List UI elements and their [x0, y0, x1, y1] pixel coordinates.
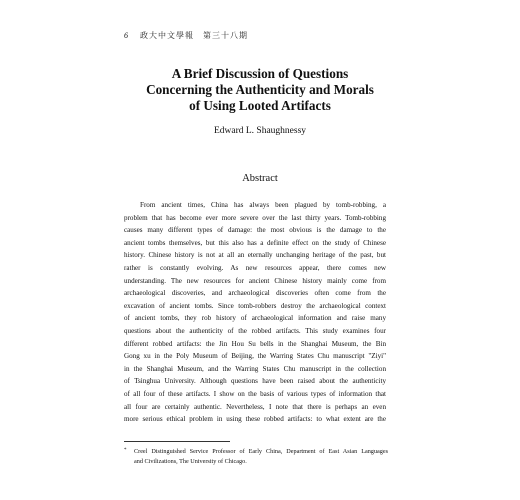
footnote — [124, 447, 388, 468]
article-title — [0, 66, 520, 114]
abstract-line: of ancient tombs, they rob history of archaeological information and raise many — [124, 314, 386, 323]
footnote-mark: * — [124, 448, 127, 453]
abstract-line: history. Chinese history is not at all an eternally unchanging heritage of the past, but — [124, 251, 386, 260]
footnote-divider — [124, 441, 230, 442]
abstract-heading: Abstract — [242, 173, 278, 184]
running-header — [124, 30, 248, 41]
abstract-line: archaeological discoveries, and archaeological discoveries often come from the — [124, 289, 386, 298]
abstract-line: problem that has become ever more severe over the last thirty years. Tomb-robbing — [124, 213, 386, 222]
title-line: of Using Looted Artifacts — [189, 98, 331, 113]
footnote-line: and Civilizations, The University of Chicago. — [134, 458, 247, 466]
abstract-line: causes many different types of damage: the most obvious is the damage to the — [124, 226, 386, 235]
author-name: Edward L. Shaughnessy — [213, 126, 307, 136]
abstract-line: From ancient times, China has always been plagued by tomb-robbing, a — [140, 201, 386, 209]
abstract-body — [124, 199, 386, 426]
abstract-line: in the Shanghai Museum, and the Warring States Chu manuscript in the collection — [124, 364, 386, 373]
abstract-line: more serious ethical problem in using these robbed artifacts: to what extent are the — [124, 415, 386, 424]
title-line: A Brief Discussion of Questions — [171, 66, 349, 81]
abstract-line: ancient tombs themselves, but this also has a definite effect on the study of Chinese — [124, 238, 386, 247]
abstract-line: of Tsinghua University. Although questions have been raised about the authenticity — [124, 377, 386, 386]
journal-name: 政大中文學報 第三十八期 — [140, 31, 248, 40]
abstract-line: different robbed artifacts: the Jin Hou Su bells in the Shanghai Museum, the Bin — [124, 339, 386, 348]
footnote-line: Creel Distinguished Service Professor of Early China, Department of East Asian Languages — [134, 448, 388, 455]
abstract-line: rather is constantly evolving. As new resources appear, there comes new — [124, 263, 386, 272]
page-number: 6 — [124, 31, 129, 40]
abstract-line: Gong xu in the Poly Museum of Beijing, the Warring States Chu manuscript "Ziyi" — [124, 352, 386, 361]
abstract-line: excavation of ancient tombs. Since tomb-robbers destroy the archaeological context — [124, 301, 386, 310]
abstract-line: of all four of these artifacts. I show on the basis of various types of information that — [124, 389, 386, 398]
abstract-line: all four are certainly authentic. Nevertheless, I note that there is perhaps an even — [124, 402, 386, 411]
abstract-line: understanding. The new resources for ancient Chinese history mainly come from — [124, 276, 386, 285]
title-line: Concerning the Authenticity and Morals — [146, 82, 374, 97]
abstract-line: questions about the authenticity of the robbed artifacts. This study examines four — [124, 326, 386, 335]
